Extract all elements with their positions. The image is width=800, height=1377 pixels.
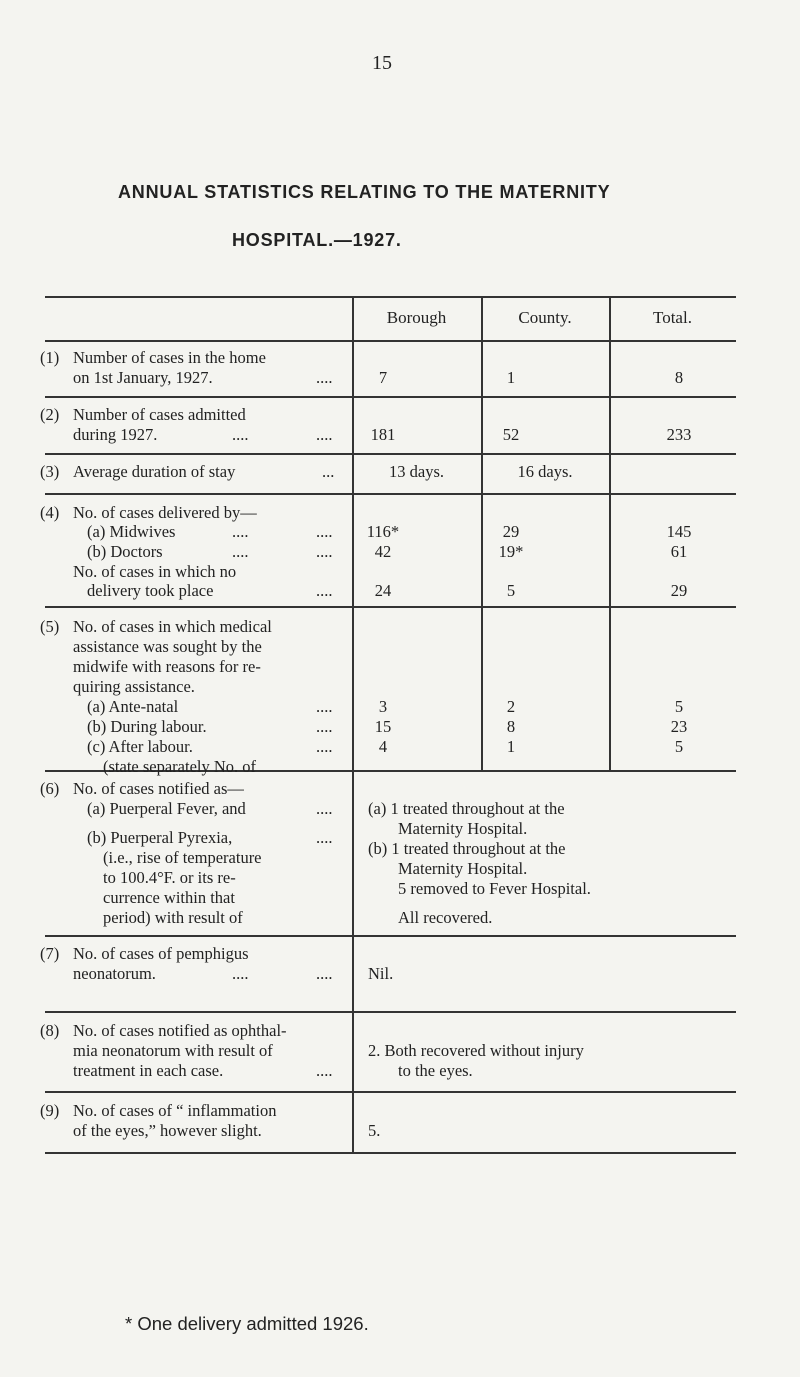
leader-dots: .... — [316, 717, 333, 736]
row4b-borough: 42 — [374, 542, 392, 561]
row3-label: Average duration of stay — [73, 462, 236, 481]
row6-value: (a) 1 treated throughout at the — [368, 799, 565, 818]
row6b-label: to 100.4°F. or its re- — [103, 868, 236, 887]
row-number: (8) — [40, 1021, 60, 1040]
row5-label: midwife with reasons for re- — [73, 657, 261, 676]
row4a-total: 145 — [666, 522, 692, 541]
row6a-label: (a) Puerperal Fever, and — [87, 799, 246, 818]
row3-borough: 13 days. — [389, 462, 444, 481]
page-number: 15 — [372, 52, 392, 74]
row4-nodelivery-label: No. of cases in which no — [73, 562, 237, 581]
row4a-county: 29 — [502, 522, 520, 541]
leader-dots: .... — [316, 522, 333, 541]
row-number: (5) — [40, 617, 60, 636]
title-line-2: HOSPITAL.—1927. — [232, 230, 402, 250]
row2-county: 52 — [502, 425, 520, 444]
row-number: (6) — [40, 779, 60, 798]
row7-label: neonatorum. — [73, 964, 156, 983]
row6-value: (b) 1 treated throughout at the — [368, 839, 566, 858]
rule-top — [45, 296, 736, 298]
row5c-borough: 4 — [378, 737, 388, 756]
row1-total: 8 — [674, 368, 684, 387]
row3-county: 16 days. — [517, 462, 573, 481]
row5a-borough: 3 — [378, 697, 388, 716]
row5c-label: (c) After labour. — [87, 737, 193, 756]
row1-label: Number of cases in the home — [73, 348, 266, 367]
row4-nodelivery-total: 29 — [670, 581, 688, 600]
row-number: (4) — [40, 503, 60, 522]
row4a-borough: 116* — [366, 522, 400, 541]
row5-label: assistance was sought by the — [73, 637, 262, 656]
row2-borough: 181 — [370, 425, 396, 444]
row6-label: No. of cases notified as— — [73, 779, 244, 798]
row-number: (9) — [40, 1101, 60, 1120]
row4b-county: 19* — [498, 542, 524, 561]
leader-dots: .... — [316, 368, 333, 387]
rule-r6 — [45, 935, 736, 937]
row6-value: Maternity Hospital. — [398, 859, 528, 878]
leader-dots: .... — [232, 964, 249, 983]
row6-value: 5 removed to Fever Hospital. — [398, 879, 591, 898]
rule-r7 — [45, 1011, 736, 1013]
row6b-label: currence within that — [103, 888, 235, 907]
row8-value: 2. Both recovered without injury — [368, 1041, 584, 1060]
row6-value: All recovered. — [398, 908, 493, 927]
row5a-total: 5 — [674, 697, 684, 716]
row8-value: to the eyes. — [398, 1061, 473, 1080]
row5-label: quiring assistance. — [73, 677, 195, 696]
row5c-total: 5 — [674, 737, 684, 756]
rule-r8 — [45, 1091, 736, 1093]
row4-nodelivery-label: delivery took place — [87, 581, 214, 600]
row4-nodelivery-borough: 24 — [374, 581, 392, 600]
row4b-label: (b) Doctors — [87, 542, 163, 561]
row1-county: 1 — [506, 368, 516, 387]
row2-label: during 1927. — [73, 425, 158, 444]
row6b-label: period) with result of — [103, 908, 243, 927]
leader-dots: .... — [316, 799, 333, 818]
rule-r3 — [45, 493, 736, 495]
row6b-label: (i.e., rise of temperature — [103, 848, 262, 867]
header-total: Total. — [653, 308, 692, 327]
rule-r2 — [45, 453, 736, 455]
rule-r4 — [45, 606, 736, 608]
row7-value: Nil. — [368, 964, 394, 983]
row9-value: 5. — [368, 1121, 381, 1140]
row-number: (1) — [40, 348, 60, 367]
row1-label: on 1st January, 1927. — [73, 368, 213, 387]
leader-dots: .... — [232, 542, 249, 561]
row8-label: No. of cases notified as ophthal- — [73, 1021, 287, 1040]
rule-r1 — [45, 396, 736, 398]
leader-dots: .... — [232, 425, 249, 444]
footnote: * One delivery admitted 1926. — [125, 1313, 369, 1334]
row8-label: treatment in each case. — [73, 1061, 224, 1080]
row-number: (3) — [40, 462, 60, 481]
row-number: (2) — [40, 405, 60, 424]
row5b-borough: 15 — [374, 717, 392, 736]
row1-borough: 7 — [378, 368, 388, 387]
leader-dots: .... — [316, 542, 333, 561]
row6-value: Maternity Hospital. — [398, 819, 528, 838]
leader-dots: .... — [232, 522, 249, 541]
row5b-total: 23 — [670, 717, 688, 736]
leader-dots: .... — [316, 425, 333, 444]
title-line-1: ANNUAL STATISTICS RELATING TO THE MATERNITY — [118, 182, 611, 202]
row5a-label: (a) Ante-natal — [87, 697, 179, 716]
row9-label: No. of cases of “ inflammation — [73, 1101, 277, 1120]
leader-dots: ... — [322, 462, 335, 481]
row7-label: No. of cases of pemphigus — [73, 944, 249, 963]
row5-label: No. of cases in which medical — [73, 617, 272, 636]
leader-dots: .... — [316, 828, 333, 847]
leader-dots: .... — [316, 581, 333, 600]
row5-suture-label: (state separately No. of — [103, 757, 257, 776]
row4b-total: 61 — [670, 542, 688, 561]
leader-dots: .... — [316, 964, 333, 983]
row5b-county: 8 — [506, 717, 516, 736]
leader-dots: .... — [316, 697, 333, 716]
row4a-label: (a) Midwives — [87, 522, 176, 541]
row2-total: 233 — [666, 425, 692, 444]
row9-label: of the eyes,” however slight. — [73, 1121, 262, 1140]
header-borough: Borough — [386, 308, 447, 327]
leader-dots: .... — [316, 737, 333, 756]
rule-bottom — [45, 1152, 736, 1154]
header-county: County. — [518, 308, 572, 327]
leader-dots: .... — [316, 1061, 333, 1080]
row5c-county: 1 — [506, 737, 516, 756]
row2-label: Number of cases admitted — [73, 405, 246, 424]
row6b-label: (b) Puerperal Pyrexia, — [87, 828, 233, 847]
row4-label: No. of cases delivered by— — [73, 503, 257, 522]
row5b-label: (b) During labour. — [87, 717, 207, 736]
rule-header — [45, 340, 736, 342]
row5a-county: 2 — [506, 697, 516, 716]
row8-label: mia neonatorum with result of — [73, 1041, 273, 1060]
row4-nodelivery-county: 5 — [506, 581, 516, 600]
row-number: (7) — [40, 944, 60, 963]
